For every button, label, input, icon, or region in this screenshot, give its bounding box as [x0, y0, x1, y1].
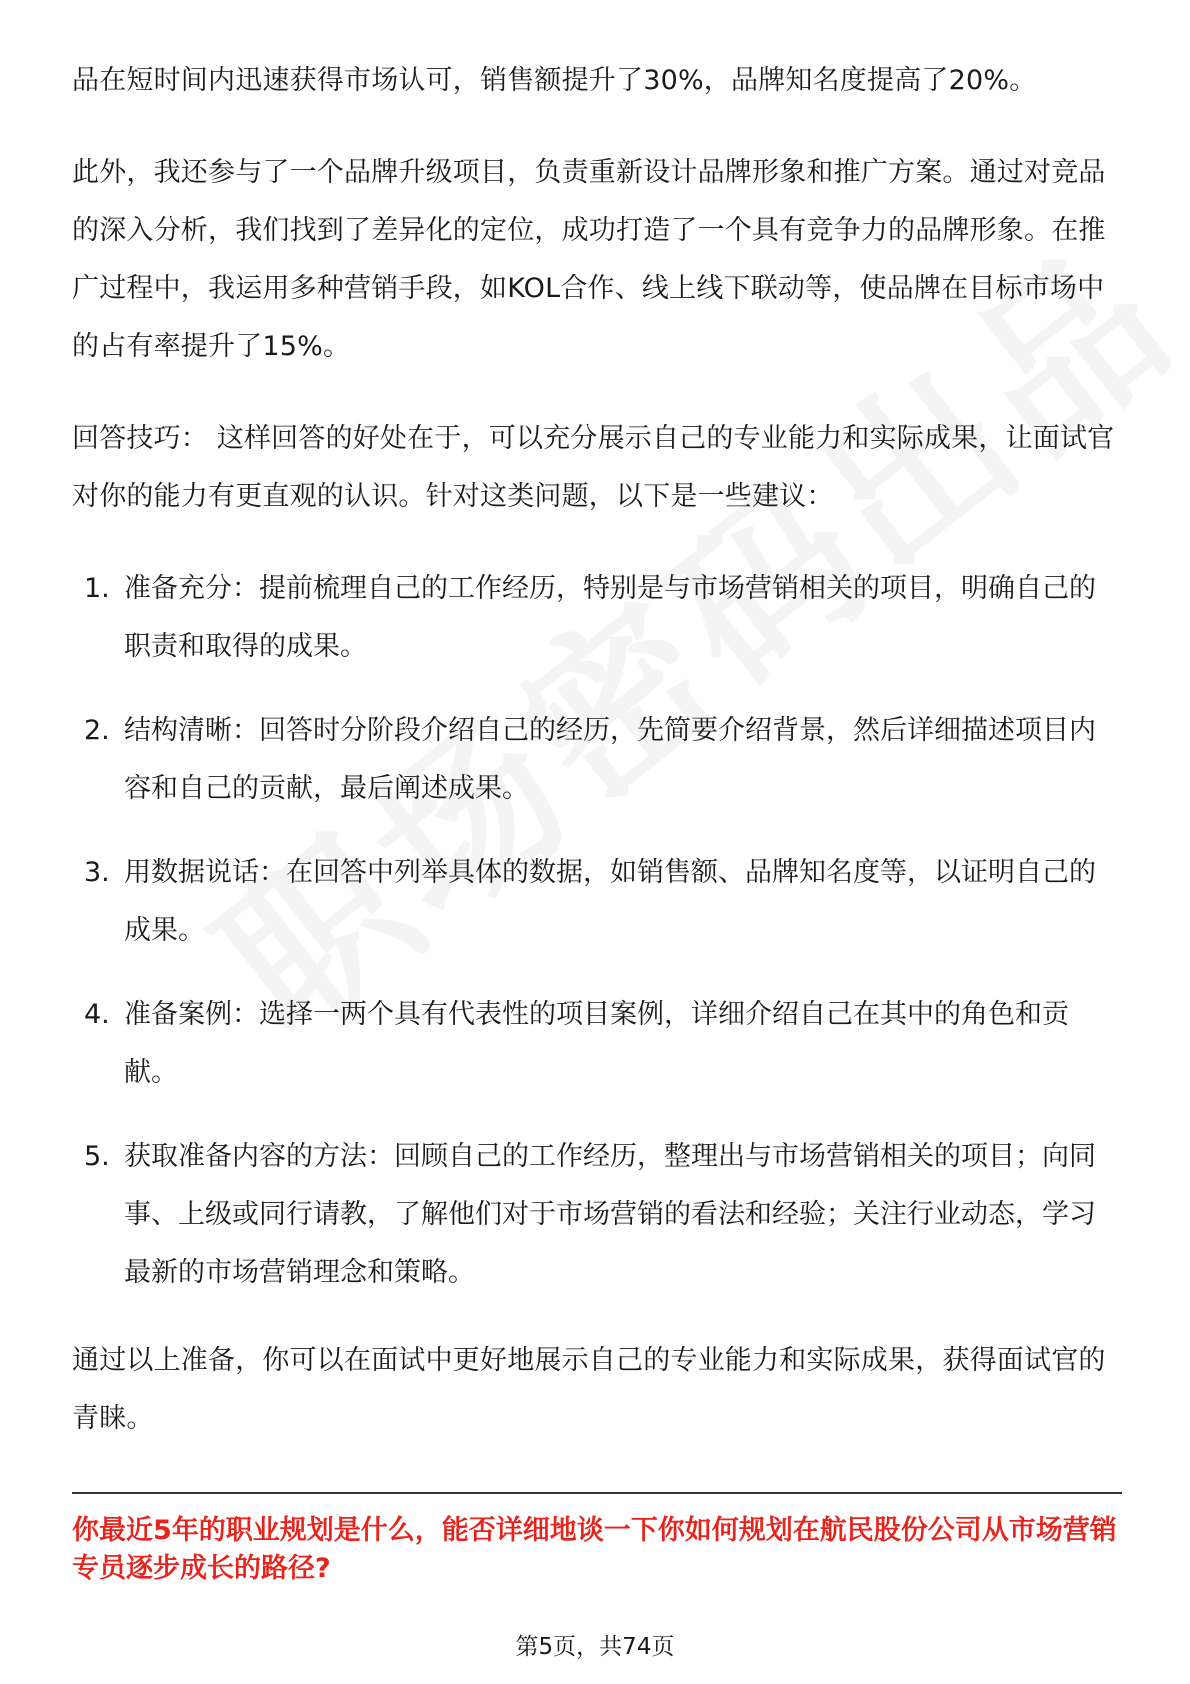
paragraph-answer-tips: 回答技巧： 这样回答的好处在于，可以充分展示自己的专业能力和实际成果，让面试官对你的能力有更直观的认识。针对这类问题，以下是一些建议： [72, 423, 1115, 512]
list-item-number: 3. [84, 857, 110, 888]
list-item-number: 1. [84, 573, 110, 604]
list-item-number: 2. [84, 715, 110, 746]
tips-list [72, 560, 1122, 1302]
paragraph-result: 品在短时间内迅速获得市场认可，销售额提升了30%，品牌知名度提高了20%。 [72, 65, 1037, 96]
list-item [72, 844, 1122, 960]
interview-question: 你最近5年的职业规划是什么，能否详细地谈一下你如何规划在航民股份公司从市场营销专员逐步成长的路径? [72, 1515, 1117, 1584]
paragraph-brand-upgrade: 此外，我还参与了一个品牌升级项目，负责重新设计品牌形象和推广方案。通过对竞品的深入分析，我们找到了差异化的定位，成功打造了一个具有竞争力的品牌形象。在推广过程中，我运用多种营销手段，如KOL合作、线上线下联动等，使品牌在目标市场中的占有率提升了15%。 [72, 157, 1106, 362]
list-item-number: 5. [84, 1141, 110, 1172]
paragraph-closing: 通过以上准备，你可以在面试中更好地展示自己的专业能力和实际成果，获得面试官的青睐。 [72, 1345, 1106, 1434]
page-number: 第5页，共74页 [515, 1634, 675, 1660]
list-item-text: 用数据说话：在回答中列举具体的数据，如销售额、品牌知名度等，以证明自己的成果。 [124, 857, 1096, 946]
list-item-number: 4. [84, 999, 110, 1030]
list-item-text: 准备案例：选择一两个具有代表性的项目案例，详细介绍自己在其中的角色和贡献。 [124, 999, 1069, 1088]
list-item [72, 1128, 1122, 1302]
section-divider [72, 1492, 1122, 1494]
list-item [72, 560, 1122, 676]
list-item [72, 986, 1122, 1102]
list-item [72, 702, 1122, 818]
list-item-text: 结构清晰：回答时分阶段介绍自己的经历，先简要介绍背景，然后详细描述项目内容和自己的贡献，最后阐述成果。 [124, 715, 1096, 804]
list-item-text: 获取准备内容的方法：回顾自己的工作经历，整理出与市场营销相关的项目；向同事、上级或同行请教，了解他们对于市场营销的看法和经验；关注行业动态，学习最新的市场营销理念和策略。 [124, 1141, 1096, 1288]
list-item-text: 准备充分：提前梳理自己的工作经历，特别是与市场营销相关的项目，明确自己的职责和取得的成果。 [124, 573, 1096, 662]
document-body [72, 52, 1122, 1482]
